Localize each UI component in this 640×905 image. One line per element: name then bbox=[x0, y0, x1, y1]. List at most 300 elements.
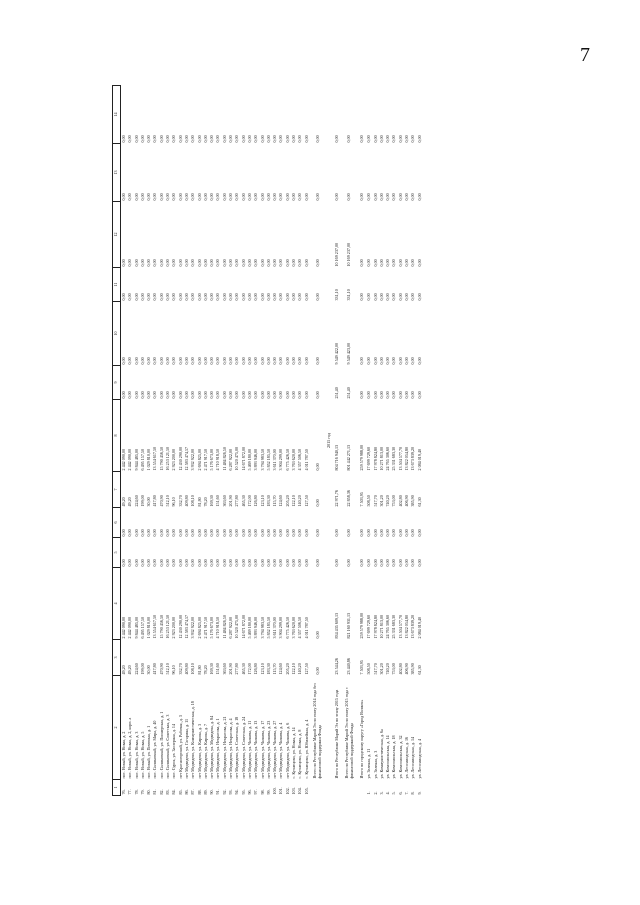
value-cell: 470,90 bbox=[158, 495, 164, 507]
value-cell: 0,00 bbox=[291, 293, 297, 301]
value-cell: 0,00 bbox=[171, 135, 177, 143]
value-cell: 0,00 bbox=[253, 135, 259, 143]
value-cell: 0,00 bbox=[146, 357, 152, 365]
value-cell: 0,00 bbox=[346, 529, 352, 537]
value-cell bbox=[342, 780, 357, 796]
value-cell: 0,00 bbox=[165, 391, 171, 399]
rotated-table-container bbox=[112, 86, 512, 796]
value-cell: 49,20 bbox=[127, 665, 133, 675]
value-cell: 79. bbox=[139, 789, 145, 795]
value-cell: 115,70 bbox=[272, 663, 278, 675]
address-cell: пос. Новый, ул. Новая, д. 5 bbox=[139, 731, 145, 779]
value-cell: 0,00 bbox=[391, 529, 397, 537]
address-cell: ул. Коммунистическая, д. 6а bbox=[378, 729, 384, 779]
value-cell: 0,00 bbox=[171, 259, 177, 267]
value-cell: 0,00 bbox=[127, 529, 133, 537]
value-cell: 0,00 bbox=[228, 193, 234, 201]
value-cell: 103. bbox=[291, 787, 297, 795]
value-cell: 0,00 bbox=[152, 135, 158, 143]
value-cell: 30,00 bbox=[146, 497, 152, 507]
value-cell: 9 844 485,00 bbox=[133, 449, 139, 471]
total-row bbox=[310, 86, 325, 796]
value-cell: 169,30 bbox=[209, 495, 215, 507]
value-cell: 0,00 bbox=[196, 391, 202, 399]
address-cell: пгт Медведево, ул. Некрасова, д. 1 bbox=[215, 718, 221, 779]
value-cell: 91. bbox=[215, 789, 221, 795]
value-cell: 0,00 bbox=[391, 193, 397, 201]
value-cell: 259 579 988,00 bbox=[358, 444, 364, 471]
value-cell: 0,00 bbox=[228, 529, 234, 537]
address-cell: пос. Силикатный, ул. Пионерская, д. 1 bbox=[158, 711, 164, 779]
value-cell: 13 822 054,80 bbox=[403, 614, 409, 639]
value-cell: 2 442 090,00 bbox=[127, 617, 133, 639]
value-cell: 0,00 bbox=[314, 293, 320, 301]
value-cell: 124,60 bbox=[278, 663, 284, 675]
value-cell: 13 554 617,50 bbox=[152, 614, 158, 639]
value-cell: 85. bbox=[177, 789, 183, 795]
value-cell: 0,00 bbox=[158, 529, 164, 537]
address-cell: пгт Медведево, ул. Некрасова, д. 21 bbox=[221, 716, 227, 779]
value-cell: 385,90 bbox=[410, 495, 416, 507]
value-cell: 4 357 506,50 bbox=[297, 617, 303, 639]
column-number: 9 bbox=[113, 366, 121, 400]
value-cell: 4. bbox=[385, 791, 391, 795]
value-cell: 11 484 826,50 bbox=[221, 447, 227, 471]
value-cell: 10 169 237,00 bbox=[334, 242, 340, 267]
value-cell: 0,00 bbox=[133, 391, 139, 399]
value-cell: 3 932 922,00 bbox=[190, 449, 196, 471]
value-cell: 0,00 bbox=[196, 135, 202, 143]
value-cell: 0,00 bbox=[303, 529, 309, 537]
program-table bbox=[112, 85, 423, 796]
value-cell: 0,00 bbox=[246, 559, 252, 567]
value-cell: 6 287 922,00 bbox=[228, 449, 234, 471]
value-cell: 0,00 bbox=[416, 193, 422, 201]
value-cell: 0,00 bbox=[297, 391, 303, 399]
value-cell: 0,00 bbox=[410, 259, 416, 267]
value-cell: 0,00 bbox=[416, 529, 422, 537]
value-cell: 0,00 bbox=[202, 357, 208, 365]
value-cell: 126,80 bbox=[253, 663, 259, 675]
value-cell: 0,00 bbox=[272, 259, 278, 267]
value-cell: 105. bbox=[303, 787, 309, 795]
value-cell: 0,00 bbox=[278, 559, 284, 567]
address-cell: Итого по городскому округу «Город Волжск» bbox=[358, 699, 364, 779]
value-cell: 0,00 bbox=[272, 357, 278, 365]
table-row bbox=[417, 86, 423, 796]
value-cell: 0,00 bbox=[171, 559, 177, 567]
value-cell: 169,30 bbox=[209, 663, 215, 675]
value-cell: 84. bbox=[171, 789, 177, 795]
value-cell: 10 520 475,00 bbox=[234, 614, 240, 639]
value-cell: 0,00 bbox=[385, 559, 391, 567]
value-cell: 0,00 bbox=[291, 559, 297, 567]
value-cell: 0,00 bbox=[165, 193, 171, 201]
value-cell: 0,00 bbox=[303, 193, 309, 201]
value-cell: 0,00 bbox=[303, 135, 309, 143]
value-cell: 0,00 bbox=[234, 559, 240, 567]
value-cell: 0,00 bbox=[397, 259, 403, 267]
value-cell: 0,00 bbox=[234, 135, 240, 143]
value-cell: 5 469 180,00 bbox=[246, 617, 252, 639]
value-cell: 2 442 090,00 bbox=[121, 617, 126, 639]
value-cell: 12 583 474,57 bbox=[183, 446, 189, 471]
value-cell: 0,00 bbox=[158, 391, 164, 399]
value-cell: 0,00 bbox=[183, 391, 189, 399]
value-cell: 8. bbox=[410, 791, 416, 795]
value-cell: 0,00 bbox=[165, 293, 171, 301]
value-cell: 740,20 bbox=[385, 663, 391, 675]
value-cell: 13 673 839,20 bbox=[410, 614, 416, 639]
value-cell: 0,00 bbox=[240, 293, 246, 301]
value-cell: 2 084 019,40 bbox=[416, 617, 422, 639]
address-cell: пгт Медведево, ул. Чапаева, д. 17 bbox=[259, 720, 265, 779]
address-cell: пос. Новый, ул. Новая, д. 2 bbox=[121, 731, 126, 779]
value-cell: 0,00 bbox=[278, 259, 284, 267]
column-number: 3 bbox=[113, 640, 121, 676]
column-number: 5 bbox=[113, 538, 121, 568]
value-cell: 0,00 bbox=[133, 559, 139, 567]
column-number: 12 bbox=[113, 202, 121, 268]
value-cell: 0,00 bbox=[146, 293, 152, 301]
value-cell: 0,00 bbox=[410, 293, 416, 301]
value-cell: 0,00 bbox=[297, 259, 303, 267]
value-cell: 2 471 917,50 bbox=[202, 449, 208, 471]
value-cell: 0,00 bbox=[240, 259, 246, 267]
value-cell: 0,00 bbox=[196, 193, 202, 201]
value-cell: 0,00 bbox=[234, 293, 240, 301]
value-cell: 0,00 bbox=[378, 357, 384, 365]
value-cell: 0,00 bbox=[133, 135, 139, 143]
value-cell: 0,00 bbox=[246, 135, 252, 143]
value-cell: 0,00 bbox=[146, 529, 152, 537]
value-cell: 96. bbox=[246, 789, 252, 795]
value-cell: 0,00 bbox=[209, 293, 215, 301]
value-cell: 0,00 bbox=[127, 135, 133, 143]
address-cell: пгт Медведево, ул. Советская, д. 24 bbox=[240, 716, 246, 779]
value-cell: 0,00 bbox=[265, 259, 271, 267]
address-cell: пгт Медведево, ул. Чапаева, д. 13 bbox=[253, 720, 259, 779]
address-cell: пгт Красногорский, ул. Рабочая, д. 3 bbox=[177, 715, 183, 779]
value-cell: 151,60 bbox=[215, 495, 221, 507]
value-cell: 0,00 bbox=[284, 391, 290, 399]
value-cell: 0,00 bbox=[177, 529, 183, 537]
value-cell: 2 923 200,00 bbox=[171, 449, 177, 471]
value-cell: 0,00 bbox=[139, 259, 145, 267]
value-cell: 0,00 bbox=[397, 135, 403, 143]
value-cell: 12 430 290,00 bbox=[177, 614, 183, 639]
value-cell: 14 671 872,00 bbox=[240, 614, 246, 639]
value-cell: 81,80 bbox=[196, 665, 202, 675]
address-cell: ул. Лесозаводская, д. 16 bbox=[403, 736, 409, 779]
value-cell: 0,00 bbox=[385, 391, 391, 399]
value-cell: 0,00 bbox=[240, 529, 246, 537]
value-cell: 385,90 bbox=[410, 663, 416, 675]
value-cell bbox=[332, 780, 342, 796]
address-cell: пгт Медведево, ул. Чапаева, д. 4 bbox=[278, 722, 284, 779]
value-cell: 7. bbox=[403, 791, 409, 795]
value-cell: 0,00 bbox=[314, 667, 320, 675]
value-cell: 86. bbox=[183, 789, 189, 795]
value-cell: 0,00 bbox=[372, 559, 378, 567]
value-cell: 5 852 185,50 bbox=[265, 449, 271, 471]
value-cell: 0,00 bbox=[234, 529, 240, 537]
value-cell: 0,00 bbox=[158, 135, 164, 143]
value-cell: 0,00 bbox=[391, 135, 397, 143]
value-cell: 0,00 bbox=[284, 259, 290, 267]
value-cell: 801 442 271,13 bbox=[346, 444, 352, 471]
value-cell: 0,00 bbox=[391, 293, 397, 301]
value-cell: 6. bbox=[397, 791, 403, 795]
value-cell: 0,00 bbox=[190, 293, 196, 301]
value-cell: 0,00 bbox=[372, 135, 378, 143]
value-cell: 332,70 bbox=[177, 663, 183, 675]
value-cell: 0,00 bbox=[403, 193, 409, 201]
value-cell: 5 176 673,00 bbox=[209, 617, 215, 639]
value-cell: 0,00 bbox=[314, 135, 320, 143]
value-cell: 0,00 bbox=[196, 559, 202, 567]
value-cell: 115,70 bbox=[272, 495, 278, 507]
value-cell: 16 253 121,50 bbox=[165, 614, 171, 639]
value-cell: 0,00 bbox=[158, 259, 164, 267]
address-cell: ул. Зеленая, д. 3 bbox=[372, 750, 378, 779]
value-cell: 0,00 bbox=[391, 357, 397, 365]
column-number: 2 bbox=[113, 676, 121, 780]
value-cell: 201,90 bbox=[228, 663, 234, 675]
value-cell: 0,00 bbox=[139, 135, 145, 143]
value-cell: 4 011 787,50 bbox=[303, 617, 309, 639]
value-cell: 0,00 bbox=[139, 529, 145, 537]
value-cell: 0,00 bbox=[314, 529, 320, 537]
value-cell: 77. bbox=[127, 789, 133, 795]
value-cell: 4 357 506,50 bbox=[297, 449, 303, 471]
value-cell: 0,00 bbox=[334, 559, 340, 567]
value-cell: 0,00 bbox=[202, 193, 208, 201]
value-cell: 24 765 306,60 bbox=[385, 614, 391, 639]
address-cell: пос. Силикатный, ул. Советская, д. 3 bbox=[165, 714, 171, 779]
value-cell: 2 442 090,00 bbox=[127, 449, 133, 471]
value-cell: 0,00 bbox=[416, 259, 422, 267]
value-cell: 0,00 bbox=[385, 357, 391, 365]
value-cell: 0,00 bbox=[334, 135, 340, 143]
value-cell: 6 775 426,50 bbox=[284, 617, 290, 639]
value-cell: 0,00 bbox=[397, 391, 403, 399]
value-cell: 3 893 946,00 bbox=[253, 449, 259, 471]
address-cell: пос. Новый, ул. Почтовая, д. 1 bbox=[146, 725, 152, 779]
value-cell: 0,00 bbox=[297, 357, 303, 365]
value-cell: 81. bbox=[152, 789, 158, 795]
value-cell: 0,00 bbox=[152, 357, 158, 365]
value-cell: 0,00 bbox=[291, 193, 297, 201]
value-cell: 0,00 bbox=[265, 559, 271, 567]
value-cell: 0,00 bbox=[259, 357, 265, 365]
value-cell: 0,00 bbox=[397, 193, 403, 201]
value-cell: 0,00 bbox=[278, 391, 284, 399]
value-cell: 0,00 bbox=[190, 391, 196, 399]
value-cell: 0,00 bbox=[372, 259, 378, 267]
value-cell: 17 699 729,60 bbox=[366, 446, 372, 471]
value-cell: 0,00 bbox=[378, 559, 384, 567]
value-cell: 0,00 bbox=[366, 559, 372, 567]
total-row bbox=[342, 86, 357, 796]
value-cell: 15 790 456,50 bbox=[158, 614, 164, 639]
value-cell: 0,00 bbox=[416, 135, 422, 143]
value-cell: 834 435 609,13 bbox=[334, 612, 340, 639]
total-row bbox=[332, 86, 342, 796]
value-cell: 0,00 bbox=[372, 193, 378, 201]
value-cell: 0,00 bbox=[209, 259, 215, 267]
value-cell: 0,00 bbox=[403, 559, 409, 567]
value-cell: 12 583 474,57 bbox=[183, 614, 189, 639]
value-cell: 6 287 922,00 bbox=[228, 617, 234, 639]
value-cell: 0,00 bbox=[334, 193, 340, 201]
value-cell: 0,00 bbox=[196, 529, 202, 537]
value-cell: 740,20 bbox=[385, 495, 391, 507]
column-number: 6 bbox=[113, 508, 121, 538]
value-cell: 0,00 bbox=[240, 357, 246, 365]
value-cell: 100. bbox=[272, 787, 278, 795]
value-cell: 0,00 bbox=[253, 391, 259, 399]
value-cell: 0,00 bbox=[146, 391, 152, 399]
value-cell: 465,30 bbox=[240, 495, 246, 507]
value-cell: 0,00 bbox=[196, 259, 202, 267]
value-cell: 22 858,36 bbox=[346, 490, 352, 507]
value-cell: 0,00 bbox=[215, 193, 221, 201]
address-cell: ул. Зеленая, д. 11 bbox=[366, 748, 372, 779]
value-cell: 0,00 bbox=[378, 391, 384, 399]
value-cell: 11 484 826,50 bbox=[221, 615, 227, 639]
value-cell: 0,00 bbox=[403, 529, 409, 537]
value-cell: 3 763 620,00 bbox=[291, 449, 297, 471]
value-cell: 0,00 bbox=[358, 135, 364, 143]
value-cell: 2 923 200,00 bbox=[171, 617, 177, 639]
value-cell: 172,00 bbox=[246, 495, 252, 507]
value-cell: 2 694 825,00 bbox=[196, 617, 202, 639]
value-cell: 0,00 bbox=[215, 293, 221, 301]
value-cell: 0,00 bbox=[378, 135, 384, 143]
value-cell: 0,00 bbox=[228, 391, 234, 399]
value-cell: 0,00 bbox=[171, 529, 177, 537]
value-cell: 0,00 bbox=[183, 357, 189, 365]
value-cell: 0,00 bbox=[253, 293, 259, 301]
value-cell: 0,00 bbox=[259, 529, 265, 537]
value-cell: 0,00 bbox=[139, 559, 145, 567]
value-cell: 465,30 bbox=[240, 663, 246, 675]
value-cell: 0,00 bbox=[152, 259, 158, 267]
value-cell: 101. bbox=[278, 787, 284, 795]
value-cell: 0,00 bbox=[314, 559, 320, 567]
value-cell: 0,00 bbox=[221, 391, 227, 399]
value-cell: 0,00 bbox=[397, 529, 403, 537]
address-cell: пгт Медведево, ул. Советская, д. 18 bbox=[234, 716, 240, 779]
value-cell: 0,00 bbox=[177, 193, 183, 201]
value-cell: 0,00 bbox=[202, 293, 208, 301]
table-body bbox=[121, 86, 423, 796]
table-row bbox=[121, 86, 128, 796]
value-cell: 402,80 bbox=[397, 663, 403, 675]
value-cell: 0,00 bbox=[209, 529, 215, 537]
value-cell: 512,10 bbox=[165, 495, 171, 507]
value-cell: 0,00 bbox=[291, 259, 297, 267]
value-cell: 0,00 bbox=[372, 293, 378, 301]
value-cell: 0,00 bbox=[202, 259, 208, 267]
value-cell: 0,00 bbox=[314, 193, 320, 201]
value-cell: 4 710 918,50 bbox=[215, 617, 221, 639]
value-cell: 0,00 bbox=[165, 529, 171, 537]
value-cell: 13 504 577,70 bbox=[397, 446, 403, 471]
value-cell: 0,00 bbox=[272, 559, 278, 567]
value-cell: 7 503,95 bbox=[358, 492, 364, 507]
value-cell: 3 932 922,00 bbox=[190, 617, 196, 639]
value-cell: 0,00 bbox=[314, 357, 320, 365]
value-cell: 2 694 825,00 bbox=[196, 449, 202, 471]
value-cell: 0,00 bbox=[133, 259, 139, 267]
value-cell: 0,00 bbox=[366, 529, 372, 537]
value-cell: 0,00 bbox=[253, 559, 259, 567]
value-cell: 0,00 bbox=[183, 259, 189, 267]
value-cell: 0,00 bbox=[297, 193, 303, 201]
value-cell: 0,00 bbox=[366, 357, 372, 365]
value-cell: 0,00 bbox=[215, 135, 221, 143]
value-cell: 99. bbox=[265, 789, 271, 795]
value-cell: 0,00 bbox=[303, 259, 309, 267]
value-cell: 10 520 475,00 bbox=[234, 446, 240, 471]
column-number: 1 bbox=[113, 780, 121, 796]
value-cell: 0,00 bbox=[127, 259, 133, 267]
value-cell: 0,00 bbox=[410, 357, 416, 365]
value-cell: 0,00 bbox=[346, 193, 352, 201]
value-cell: 3 794 983,50 bbox=[259, 617, 265, 639]
value-cell: 0,00 bbox=[265, 529, 271, 537]
value-cell: 0,00 bbox=[303, 559, 309, 567]
value-cell: 24 765 306,60 bbox=[385, 446, 391, 471]
value-cell: 0,00 bbox=[190, 559, 196, 567]
value-cell: 0,00 bbox=[366, 391, 372, 399]
value-cell: 0,00 bbox=[228, 293, 234, 301]
value-cell: 22 971,76 bbox=[334, 490, 340, 507]
value-cell: 0,00 bbox=[215, 559, 221, 567]
value-cell: 172,00 bbox=[246, 663, 252, 675]
value-cell: 205,20 bbox=[284, 663, 290, 675]
value-cell: 0,00 bbox=[358, 559, 364, 567]
value-cell: 470,90 bbox=[158, 663, 164, 675]
value-cell: 140,20 bbox=[297, 495, 303, 507]
value-cell bbox=[310, 780, 325, 796]
value-cell: 13 822 054,80 bbox=[403, 446, 409, 471]
value-cell: 199,00 bbox=[139, 495, 145, 507]
value-cell: 0,00 bbox=[139, 357, 145, 365]
value-cell: 0,00 bbox=[385, 293, 391, 301]
value-cell: 0,00 bbox=[397, 293, 403, 301]
value-cell: 0,00 bbox=[221, 357, 227, 365]
value-cell: 508,50 bbox=[366, 495, 372, 507]
value-cell: 0,00 bbox=[121, 293, 126, 301]
value-cell: 0,00 bbox=[391, 391, 397, 399]
value-cell: 23 440,86 bbox=[346, 658, 352, 675]
value-cell: 80. bbox=[146, 789, 152, 795]
value-cell: 0,00 bbox=[403, 391, 409, 399]
address-cell: ул. Комсомольская, д. 18 bbox=[391, 735, 397, 779]
address-cell: пос. Сурок, ул. Заозерная, д. 14 bbox=[171, 723, 177, 779]
value-cell: 0,00 bbox=[171, 293, 177, 301]
value-cell: 87. bbox=[190, 789, 196, 795]
value-cell: 9 549 422,00 bbox=[334, 343, 340, 365]
value-cell: 0,00 bbox=[177, 559, 183, 567]
value-cell: 0,00 bbox=[410, 193, 416, 201]
value-cell: 277,80 bbox=[234, 495, 240, 507]
value-cell: 0,00 bbox=[215, 357, 221, 365]
value-cell: 0,00 bbox=[403, 259, 409, 267]
